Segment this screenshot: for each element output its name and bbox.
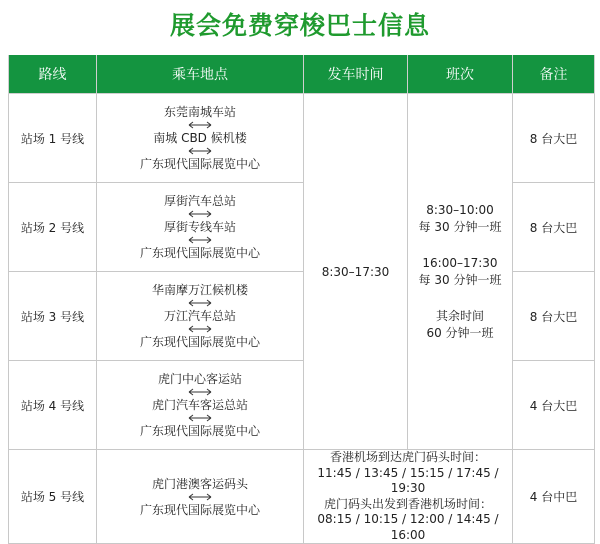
route-note: 4 台中巴 (513, 450, 595, 544)
table-row (9, 450, 595, 544)
route-stops (97, 272, 304, 361)
header-departure-time: 发车时间 (304, 55, 408, 94)
stop-name: 广东现代国际展览中心 (139, 157, 260, 171)
shuttle-schedule-table (8, 55, 595, 544)
departure-time-cell: 8:30–17:30 (304, 94, 408, 450)
header-route: 路线 (9, 55, 97, 94)
double-arrow-icon (187, 297, 213, 309)
route-note: 8 台大巴 (513, 272, 595, 361)
stop-name: 广东现代国际展览中心 (139, 502, 260, 517)
stop-name: 虎门中心客运站 (157, 372, 242, 386)
route-name: 站场 1 号线 (9, 94, 97, 183)
hk-departure-times: 08:15 / 10:15 / 12:00 / 14:45 / 16:00 (317, 512, 499, 542)
route-note: 8 台大巴 (513, 94, 595, 183)
header-row (9, 55, 595, 94)
page-title: 展会免费穿梭巴士信息 (169, 11, 430, 40)
hk-arrival-label: 香港机场到达虎门码头时间： (329, 450, 486, 464)
route-name: 站场 5 号线 (9, 450, 97, 544)
freq-other-interval: 60 分钟一班 (426, 325, 494, 340)
route-note: 4 台大巴 (513, 361, 595, 450)
stop-name: 广东现代国际展览中心 (139, 246, 260, 260)
hk-departure-label: 虎门码头出发到香港机场时间： (323, 496, 492, 511)
double-arrow-icon (187, 208, 213, 220)
hk-airport-schedule (304, 450, 513, 544)
route-stops (97, 361, 304, 450)
stop-name: 厚街专线车站 (163, 220, 236, 234)
freq-slot1-time: 8:30–10:00 (426, 202, 494, 217)
double-arrow-icon (187, 145, 213, 157)
freq-slot2-interval: 每 30 分钟一班 (418, 272, 502, 287)
stop-name: 广东现代国际展览中心 (139, 424, 260, 438)
double-arrow-icon (187, 491, 213, 503)
freq-other-time: 其余时间 (435, 308, 484, 323)
table-row (9, 94, 595, 183)
freq-slot1-interval: 每 30 分钟一班 (418, 219, 502, 234)
stop-name: 广东现代国际展览中心 (139, 335, 260, 349)
stop-name: 虎门港澳客运码头 (151, 476, 248, 491)
route-name: 站场 4 号线 (9, 361, 97, 450)
frequency-cell (408, 94, 513, 450)
double-arrow-icon (187, 119, 213, 131)
route-name: 站场 3 号线 (9, 272, 97, 361)
route-stops (97, 450, 304, 544)
freq-slot2-time: 16:00–17:30 (422, 255, 498, 270)
stop-name: 万江汽车总站 (163, 309, 236, 323)
hk-arrival-times: 11:45 / 13:45 / 15:15 / 17:45 / 19:30 (317, 465, 499, 495)
stop-name: 华南摩万江候机楼 (151, 283, 248, 297)
double-arrow-icon (187, 386, 213, 398)
route-note: 8 台大巴 (513, 183, 595, 272)
stop-name: 虎门汽车客运总站 (151, 398, 248, 412)
header-note: 备注 (513, 55, 595, 94)
stop-name: 东莞南城车站 (163, 105, 236, 119)
stop-name: 南城 CBD 候机楼 (153, 131, 247, 145)
double-arrow-icon (187, 234, 213, 246)
route-stops (97, 183, 304, 272)
route-name: 站场 2 号线 (9, 183, 97, 272)
double-arrow-icon (187, 412, 213, 424)
route-stops (97, 94, 304, 183)
header-frequency: 班次 (408, 55, 513, 94)
stop-name: 厚街汽车总站 (163, 194, 236, 208)
double-arrow-icon (187, 323, 213, 335)
header-boarding-location: 乘车地点 (97, 55, 304, 94)
